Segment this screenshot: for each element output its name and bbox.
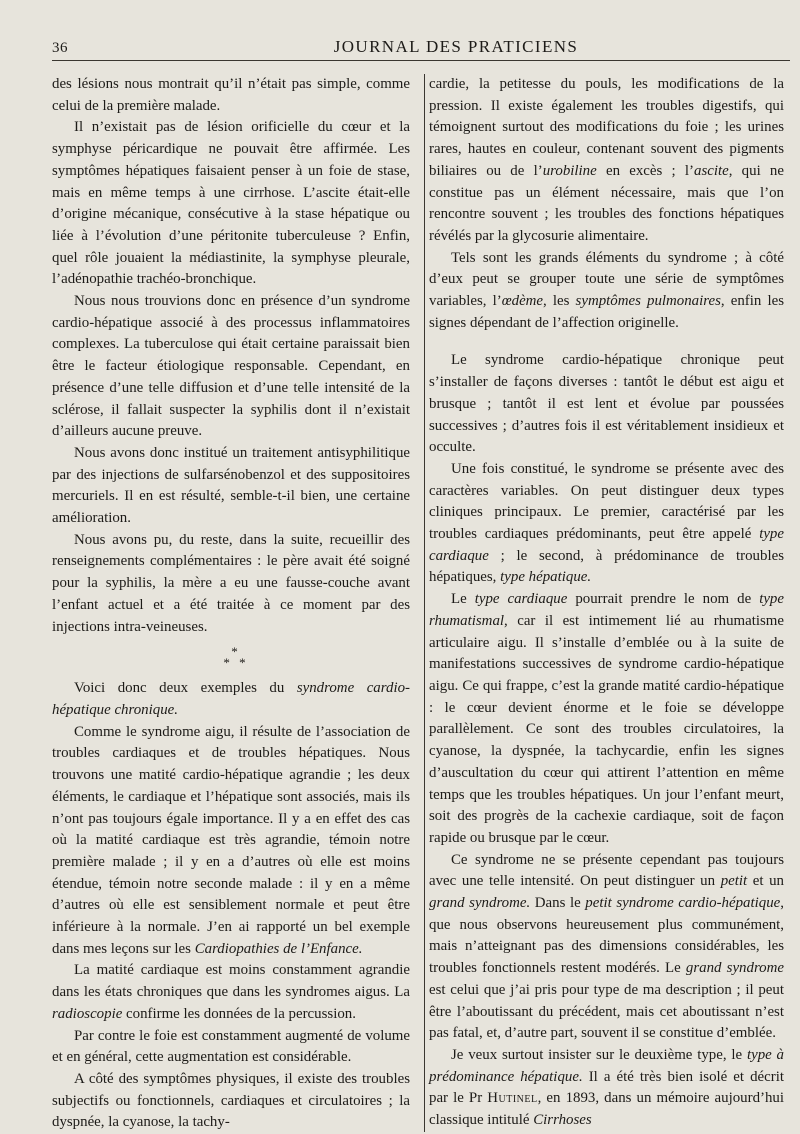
italic-run: radioscopie (52, 1005, 123, 1022)
italic-run: urobiline (542, 162, 597, 179)
text-run: Je veux surtout insister sur le deuxième type, le (451, 1046, 747, 1063)
text-run: cardie, la petitesse du pouls, les modifications de la pression. Il existe également les troubles digestifs, qui témoignent surtout des modifications du foie ; les urines rares, hautes en couleur, contenant souvent des pigments biliaires ou de l’ (429, 76, 784, 179)
text-run: Voici donc deux exemples du (74, 680, 297, 697)
separator-star-top: * (231, 644, 241, 660)
paragraph (52, 678, 410, 721)
italic-run: œdème (501, 293, 544, 310)
italic-run: symptômes pulmonaires (575, 293, 721, 310)
text-run: , que nous observons heureusement plus communément, mais n’atteignant pas des dimensions considérables, les troubles fonctionnels restent modérés. Le (429, 895, 784, 977)
paragraph: Nous avons pu, du reste, dans la suite, recueillir des renseignements complémentaires : le père avait été soigné pour la syphilis, la mère a eu une fausse-couche avant l’enfant actuel et a été traitée à ce moment par des injections intra-veineuses. (52, 531, 410, 635)
page-header (52, 34, 790, 61)
text-run: La matité cardiaque est moins constamment agrandie dans les états chroniques que dans les syndromes aigus. La (52, 962, 410, 1001)
text-run: , car il est intimement lié au rhumatisme articulaire aigu. Il s’installe d’emblée ou à la suite de manifestations successives de syndrome cardio-hépatique aigu. Ce qui frappe, c’est la grande matité cardio-hépatique : le cœur devient énorme et le foie se développe parallèlement. Ce sont des troubles circulatoires, la cyanose, la dyspnée, la tachycardie, enfin les signes d’auscultation du cœur qui attirent l’attention en même temps que les troubles hépatiques. Un jour l’enfant meurt, soit des progrès de la cachexie cardiaque, soit de façon rapide ou brusque par le cœur. (429, 612, 784, 846)
paragraph (429, 74, 784, 248)
paragraph (429, 459, 784, 589)
italic-run: Cardiopathies de l’Enfance. (194, 940, 363, 957)
italic-run: type rhumatismal (429, 591, 784, 629)
page-number: 36 (52, 40, 68, 56)
text-run: Il a été très bien isolé et décrit par le Pr (429, 1068, 784, 1107)
italic-run: type à prédominance hépatique. (429, 1046, 785, 1085)
text-run: et un (747, 873, 784, 890)
paragraph (429, 1045, 784, 1132)
text-run: pourrait prendre le nom de (567, 591, 760, 608)
separator-star-bottom: * * (223, 655, 249, 671)
section-separator (52, 644, 410, 671)
text-run: , enfin les signes dépendant de l’affection originelle. (429, 293, 784, 331)
paragraph: des lésions nous montrait qu’il n’était pas simple, comme celui de la première malade. (52, 76, 410, 114)
text-run: Une fois constitué, le syndrome se présente avec des caractères variables. On peut distinguer deux types cliniques principaux. Le premier, caractérisé par les troubles cardiaques prédominants, peut être appelé (429, 460, 784, 543)
left-column (52, 74, 410, 1134)
italic-run: petit (720, 873, 748, 890)
text-run: Comme le syndrome aigu, il résulte de l’association de troubles cardiaques et de troubles hépatiques. Nous trouvons une matité cardio-hépatique agrandie ; les deux éléments, le cardiaque et l’hépatique sont associés, mais ils n’ont pas toujours égale importance. Il y a en effet des cas où la matité cardiaque est très agrandie, témoin notre première malade ; il y en a d’autres où elle est moins étendue, témoin notre seconde malade : il y en a même d’autres où elle est sensiblement normale et peut être inférieure à la normale. J’en ai rapporté un bel exemple dans mes leçons sur les (52, 723, 410, 957)
author-name: Hutinel (487, 1090, 538, 1107)
paragraph: Nous nous trouvions donc en présence d’un syndrome cardio-hépatique associé à des processus inflammatoires complexes. La tuberculose qui était certaine paraissait bien être le facteur étiologique responsable. Cependant, en présence d’une telle diffusion et d’une telle intensité de la sclérose, il fallait suspecter la syphilis dont il n’existait d’ailleurs aucune preuve. (52, 293, 410, 440)
paragraph (52, 722, 410, 961)
italic-run: syndrome cardio-hépatique chronique. (52, 680, 410, 718)
paragraph: Par contre le foie est constamment augmenté de volume et en général, cette augmentation est considérable. (52, 1027, 410, 1066)
paragraph (52, 960, 410, 1025)
paragraph (429, 850, 784, 1045)
text-run: , qui ne constitue pas un élément nécessaire, mais que l’on rencontre souvent ; les troubles des fonctions hépatiques révélés par la glycosurie alimentaire. (429, 162, 784, 244)
right-column (424, 74, 784, 1132)
italic-run: type hépatique. (500, 569, 592, 586)
italic-run: grand syndrome (685, 960, 784, 977)
text-run: , les (543, 293, 576, 310)
paragraph (429, 589, 784, 849)
paragraph: A côté des symptômes physiques, il existe des troubles subjectifs ou fonctionnels, cardiaques et circulatoires ; la dyspnée, la cyanose, la tachy- (52, 1070, 410, 1131)
italic-run: type cardiaque (429, 526, 784, 564)
text-run: , en 1893, dans un mémoire aujourd’hui classique intitulé (429, 1090, 785, 1129)
italic-run: ascite (694, 162, 729, 179)
paragraph: Nous avons donc institué un traitement antisyphilitique par des injections de sulfarsénobenzol et des suppositoires mercuriels. Il en est résulté, semble-t-il bien, une certaine amélioration. (52, 444, 410, 527)
text-run: Tels sont les grands éléments du syndrome ; à côté d’eux peut se grouper toute une série de symptômes variables, l’ (429, 249, 784, 310)
text-run: Dans le (530, 895, 586, 912)
text-run: confirme les données de la percussion. (122, 1005, 356, 1022)
paragraph (429, 248, 784, 335)
text-run: Ce syndrome ne se présente cependant pas toujours avec une telle intensité. On peut distinguer un (429, 851, 784, 890)
paragraph: Le syndrome cardio-hépatique chronique peut s’installer de façons diverses : tantôt le début est aigu et brusque ; tantôt il est lent et évolue par poussées successives ; d’autres fois il est véritablement insidieux et occulte. (429, 352, 784, 456)
text-run: ; le second, à prédominance de troubles hépatiques, (429, 547, 784, 586)
journal-title: JOURNAL DES PRATICIENS (333, 37, 579, 56)
text-run: en excès ; l’ (596, 162, 694, 179)
text-run: Le (451, 591, 475, 608)
italic-run: petit syndrome cardio-hépatique (585, 895, 781, 912)
paragraph: Il n’existait pas de lésion orificielle du cœur et la symphyse péricardique ne pouvait être affirmée. Les symptômes hépatiques faisaient penser à un foie de stase, mais en même temps à une cirrhose. L’ascite était-elle d’origine mécanique, consécutive à la stase hépatique ou liée à l’évolution d’une péritonite tuberculeuse ? Enfin, quel rôle jouaient la médiastinite, la symphyse pleurale, l’adénopathie trachéo-bronchique. (52, 119, 410, 288)
italic-run: Cirrhoses (533, 1112, 592, 1129)
text-run: est celui que j’ai pris pour type de ma description ; il peut être l’aboutissant du précédent, mais cet aboutissant n’est pas fatal, et, d’autre part, souvent il se constitue d’emblée. (429, 981, 784, 1042)
italic-run: type cardiaque (474, 591, 568, 608)
italic-run: grand syndrome. (429, 895, 531, 912)
